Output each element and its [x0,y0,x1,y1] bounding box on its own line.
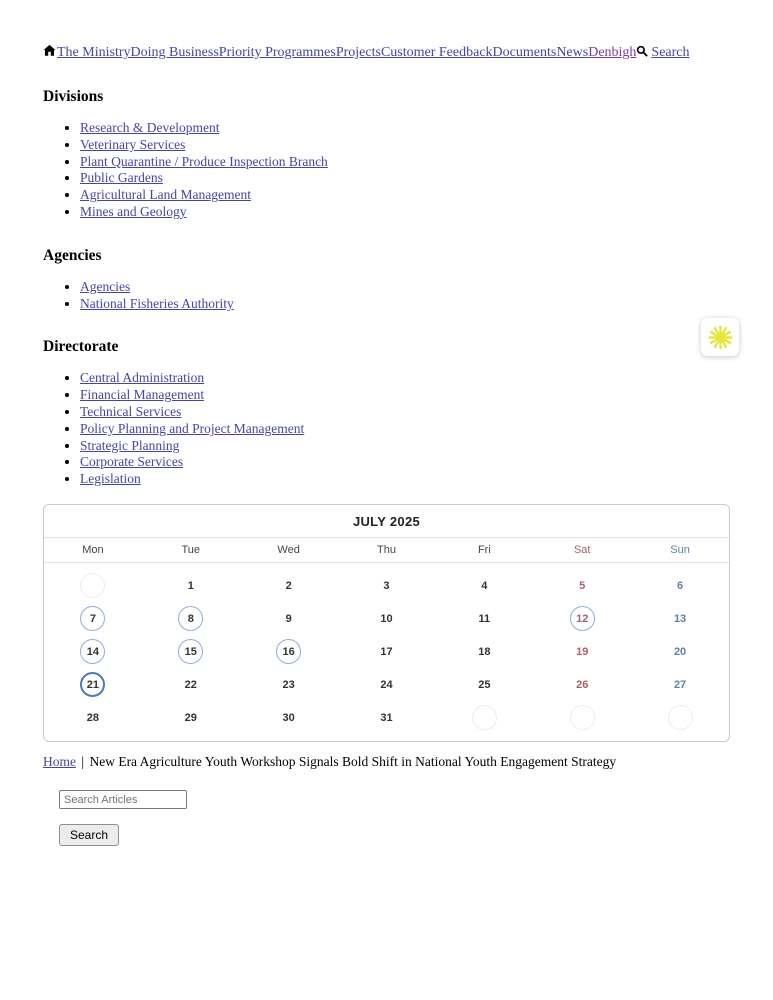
calendar-day-16[interactable] [240,635,338,668]
link-legislation[interactable]: Legislation [80,471,141,487]
day-number: 20 [673,645,687,658]
list-item [80,438,730,455]
empty-day-circle [570,705,595,730]
day-number: 12 [570,606,595,631]
list-item [80,137,730,154]
search-articles-button[interactable]: Search [59,824,119,846]
breadcrumb-article-title: New Era Agriculture Youth Workshop Signals Bold Shift in National Youth Engagement Strategy [89,754,617,770]
breadcrumb-separator: | [81,754,85,770]
calendar-day-10[interactable] [338,602,436,635]
nav-link-doing-business[interactable]: Doing Business [130,45,219,60]
nav-link-documents[interactable]: Documents [492,45,557,60]
list-item [80,279,730,296]
section-heading-divisions: Divisions [43,88,104,106]
day-number: 9 [285,612,292,625]
calendar-day-12[interactable] [533,602,631,635]
calendar-empty-cell [631,701,729,734]
calendar-day-6[interactable] [631,569,729,602]
day-number: 11 [478,612,491,625]
article-search-form [59,790,730,846]
day-number: 6 [677,579,684,592]
section-heading-directorate: Directorate [43,338,119,356]
calendar-day-24[interactable] [338,668,436,701]
nav-link-news[interactable]: News [556,45,589,60]
list-item [80,120,730,137]
calendar-day-9[interactable] [240,602,338,635]
link-mines-and-geology[interactable]: Mines and Geology [80,204,187,220]
link-corporate-services[interactable]: Corporate Services [80,454,184,470]
link-research-development[interactable]: Research & Development [80,120,220,136]
calendar-day-19[interactable] [533,635,631,668]
calendar-day-11[interactable] [435,602,533,635]
list-item [80,170,730,187]
section-list-divisions [43,120,730,221]
nav-link-customer-feedback[interactable]: Customer Feedback [380,45,493,60]
calendar-empty-cell [44,569,142,602]
calendar-day-28[interactable] [44,701,142,734]
day-number: 5 [579,579,586,592]
top-navigation [43,44,730,62]
link-financial-management[interactable]: Financial Management [80,387,205,403]
day-number: 26 [576,678,589,691]
empty-day-circle [80,573,105,598]
day-number: 16 [276,639,301,664]
calendar-day-3[interactable] [338,569,436,602]
section-list-directorate [43,370,730,488]
day-number: 17 [380,645,393,658]
calendar-day-13[interactable] [631,602,729,635]
calendar-day-17[interactable] [338,635,436,668]
link-central-administration[interactable]: Central Administration [80,370,205,386]
asterisk-icon [707,324,734,351]
home-icon [43,44,56,57]
link-strategic-planning[interactable]: Strategic Planning [80,437,180,453]
link-policy-planning-and-project-management[interactable]: Policy Planning and Project Management [80,420,305,436]
day-number: 8 [178,606,203,631]
day-number: 22 [184,678,197,691]
section-heading-agencies: Agencies [43,246,102,264]
calendar-day-headers [44,538,729,563]
calendar-day-header-sun: Sun [670,544,690,557]
calendar-day-header-thu: Thu [377,544,396,557]
calendar-day-header-tue: Tue [181,544,201,557]
calendar-day-18[interactable] [435,635,533,668]
calendar-day-15[interactable] [142,635,240,668]
calendar-day-27[interactable] [631,668,729,701]
day-number: 31 [380,711,393,724]
day-number: 28 [86,711,100,724]
link-sections [43,88,730,488]
calendar-day-2[interactable] [240,569,338,602]
link-agricultural-land-management[interactable]: Agricultural Land Management [80,187,251,203]
search-articles-input[interactable] [59,790,187,809]
calendar-day-header-fri: Fri [477,544,491,557]
day-number: 29 [184,711,197,724]
list-item [80,471,730,488]
nav-link-projects[interactable]: Projects [335,45,381,60]
list-item [80,454,730,471]
calendar-day-header-wed: Wed [277,544,300,557]
day-number: 19 [576,645,589,658]
nav-link-priority-programmes[interactable]: Priority Programmes [218,45,336,60]
day-number: 10 [380,612,393,625]
list-item [80,204,730,221]
event-calendar [43,504,730,742]
day-number: 15 [178,639,203,664]
day-number: 3 [383,579,390,592]
day-number: 14 [80,639,105,664]
nav-link-the-ministry[interactable]: The Ministry [57,45,131,60]
day-number: 18 [478,645,491,658]
calendar-empty-cell [533,701,631,734]
calendar-day-header-sat: Sat [573,544,591,557]
calendar-day-4[interactable] [435,569,533,602]
list-item [80,387,730,404]
day-number: 30 [282,711,295,724]
day-number: 24 [380,678,393,691]
calendar-day-14[interactable] [44,635,142,668]
nav-links [57,45,636,60]
day-number: 13 [673,612,687,625]
list-item [80,404,730,421]
link-public-gardens[interactable]: Public Gardens [80,170,163,186]
calendar-day-29[interactable] [142,701,240,734]
link-plant-quarantine-produce-inspection-branch[interactable]: Plant Quarantine / Produce Inspection Branch [80,153,328,169]
link-national-fisheries-authority[interactable]: National Fisheries Authority [80,295,234,311]
breadcrumb [43,754,730,770]
list-item [80,421,730,438]
day-number: 25 [478,678,491,691]
search-link-label: Search [651,45,690,60]
calendar-day-22[interactable] [142,668,240,701]
calendar-day-23[interactable] [240,668,338,701]
day-number: 7 [80,606,105,631]
day-number: 27 [673,678,687,691]
accessibility-widget-button[interactable] [701,318,739,356]
link-agencies[interactable]: Agencies [80,278,131,294]
calendar-day-8[interactable] [142,602,240,635]
day-number: 2 [285,579,292,592]
list-item [80,370,730,387]
day-number: 21 [80,672,105,697]
day-number: 4 [481,579,488,592]
empty-day-circle [472,705,497,730]
home-link[interactable] [43,46,56,61]
day-number: 1 [187,579,194,592]
section-list-agencies [43,279,730,313]
calendar-day-25[interactable] [435,668,533,701]
calendar-day-header-mon: Mon [82,544,104,557]
search-link[interactable] [636,45,689,60]
day-number: 23 [282,678,295,691]
calendar-day-1[interactable] [142,569,240,602]
calendar-days-grid [44,563,729,741]
list-item [80,296,730,313]
calendar-day-26[interactable] [533,668,631,701]
breadcrumb-home-link[interactable]: Home [43,754,76,770]
nav-link-denbigh[interactable]: Denbigh [588,45,637,60]
calendar-day-21[interactable] [44,668,142,701]
empty-day-circle [668,705,693,730]
calendar-day-7[interactable] [44,602,142,635]
link-veterinary-services[interactable]: Veterinary Services [80,136,186,152]
list-item [80,187,730,204]
calendar-day-31[interactable] [338,701,436,734]
list-item [80,154,730,171]
calendar-month-title: JULY 2025 [44,505,729,538]
calendar-day-20[interactable] [631,635,729,668]
link-technical-services[interactable]: Technical Services [80,404,182,420]
search-icon [636,45,648,57]
calendar-day-5[interactable] [533,569,631,602]
calendar-day-30[interactable] [240,701,338,734]
calendar-empty-cell [435,701,533,734]
